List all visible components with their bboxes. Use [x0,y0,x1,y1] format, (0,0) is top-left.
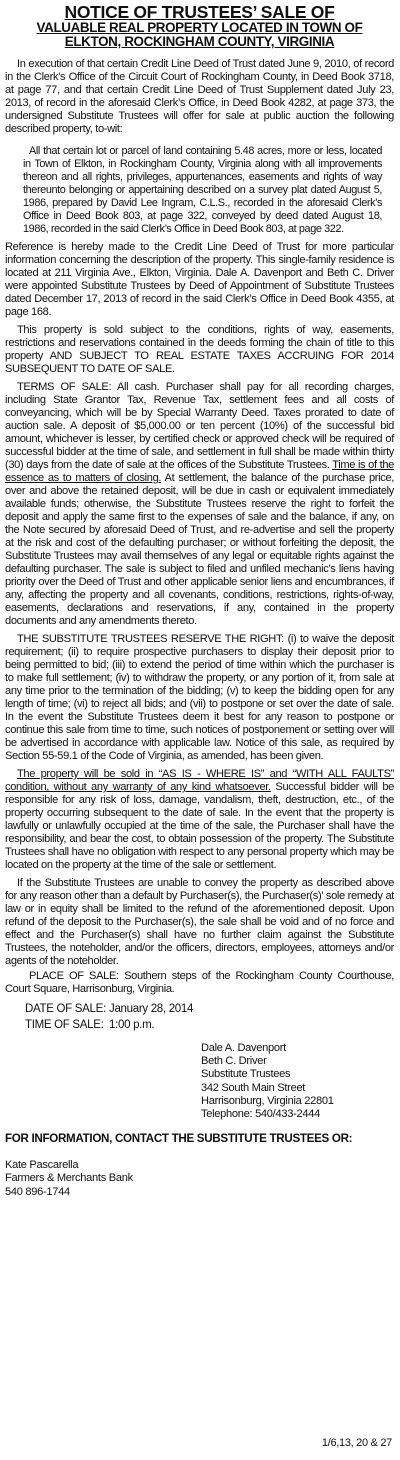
subject-to-paragraph: This property is sold subject to the conditions, rights of way, easements, restrictions and reservations contained in the deeds forming the chain of title to this property AND SUBJECT TO REAL ESTATE TAXES ACCRUING FOR 2014 SUBSEQUENT TO DATE OF SALE. [5,324,394,375]
unable-to-convey-paragraph: If the Substitute Trustees are unable to convey the property as described above for any reason other than a default by Purchaser(s), the Purchaser(s)’ sole remedy at law or in equity shall be limited to the refund of the aforementioned deposit. Upon refund of the deposit to the Purchaser(s), the sale shall be void and of no force and effect and the Purchaser(s) shall have no further claim against the Substitute Trustees, the noteholder, and/or the officers, directors, employees, attorneys and/or agents of the noteholder. [5,877,394,967]
as-is-paragraph [5,768,394,872]
time-of-sale-value: 1:00 p.m. [109,1019,155,1031]
time-of-sale-row [5,1017,394,1033]
notice-title: NOTICE OF TRUSTEES’ SALE OF [64,2,335,22]
notice-subtitle-line-1: VALUABLE REAL PROPERTY LOCATED IN TOWN OF [36,20,363,35]
contact-block [5,1159,394,1199]
place-of-sale-paragraph: PLACE OF SALE: Southern steps of the Rockingham County Courthouse, Court Square, Harrisonburg, Virginia. [5,970,394,995]
execution-paragraph: In execution of that certain Credit Line Deed of Trust dated June 9, 2010, of record in the Clerk’s Office of the Circuit Court of Rockingham County, in Deed Book 3718, at page 77, and that certain Credit Line Deed of Trust Supplement dated July 23, 2013, of record in the aforesaid Clerk’s Office, in Deed Book 4282, at page 373, the undersigned Substitute Trustees will offer for sale at public auction the following described property, to-wit: [5,58,394,135]
terms-of-sale-paragraph [5,381,394,628]
contact-line: Farmers & Merchants Bank [5,1172,133,1185]
reference-paragraph: Reference is hereby made to the Credit Line Deed of Trust for more particular information concerning the description of the property. This single-family residence is located at 211 Virginia Ave., Elkton, Virginia. Dale A. Davenport and Beth C. Driver were appointed Substitute Trustees by Deed of Appointment of Substitute Trustees dated December 17, 2013 of record in the said Clerk’s Office in Deed Book 4355, at page 168. [5,241,394,318]
contact-line: Kate Pascarella [5,1159,79,1172]
reserve-right-paragraph: THE SUBSTITUTE TRUSTEES RESERVE THE RIGHT: (i) to waive the deposit requirement; (ii) to require prospective purchasers to display their deposit prior to being permitted to bid; (iii) to extend the period of time within which the purchaser is to make full settlement; (iv) to withdraw the property, or any portion of it, from sale at any time prior to the termination of the bidding; (v) to keep the bidding open for any length of time; (vi) to reject all bids; and (vii) to postpone or set over the date of sale. In the event the Substitute Trustees deem it best for any reason to postpone or continue this sale from time to time, such notices of postponement or setting over will be advertised in accordance with applicable law. Notice of this sale, as required by Section 55-59.1 of the Code of Virginia, as amended, has been given. [5,633,394,762]
time-of-essence-text: Time is of the essence as to matters of closing. [5,459,394,484]
notice-subtitle-line-2: ELKTON, ROCKINGHAM COUNTY, VIRGINIA [64,34,335,49]
legal-description-paragraph: All that certain lot or parcel of land containing 5.48 acres, more or less, located in Town of Elkton, in Rockingham County, Virginia along with all improvements thereon and all rights, privileges, appurtenances, easements and rights of way thereunto belonging or appertaining described on a survey plat dated August 5, 1986, prepared by David Lee Ingram, C.L.S., recorded in the aforesaid Clerk’s Office in Deed Book 803, at page 322, conveyed by deed dated August 18, 1986, recorded in the said Clerk’s Office in Deed Book 803, at page 322. [23,145,382,235]
signature-line: Telephone: 540/433-2444 [201,1108,320,1121]
signature-line: Beth C. Driver [201,1055,267,1068]
contact-line: 540 896-1744 [5,1185,70,1198]
date-of-sale-value: January 28, 2014 [109,1003,194,1015]
signature-line: Harrisonburg, Virginia 22801 [201,1094,334,1107]
trustee-signature-block [5,1042,394,1121]
as-is-continued: Successful bidder will be responsible for any risk of loss, damage, vandalism, theft, destruction, etc., of the property occurring subsequent to the date of sale. In the event that the property is lawfully or unlawfully occupied at the time of the sale, the Purchaser shall have the responsibility, and bear the cost, to obtain possession of the property. The Substitute Trustees shall have no obligation with respect to any personal property which may be located on the property at the time of the sale or settlement. [5,781,394,871]
publication-dates: 1/6,13, 20 & 27 [321,1437,392,1449]
signature-line: Substitute Trustees [201,1068,291,1081]
terms-of-sale-continued: At settlement, the balance of the purchase price, over and above the retained deposit, will be due in cash or equivalent immediately available funds; otherwise, the Substitute Trustees reserve the right to forfeit the deposit and apply the same first to the expenses of sale and the balance, if any, on the Note secured by aforesaid Deed of Trust, and re-advertise and sell the property at the risk and cost of the defaulting purchaser; or without forfeiting the deposit, the Substitute Trustees may avail themselves of any legal or equitable rights against the defaulting purchaser. The sale is subject to filed and unfiled mechanic’s liens having priority over the Deed of Trust and other applicable senior liens and encumbrances, if any, affecting the property and all covenants, conditions, restrictions, rights-of-way, easements, declarations and reservations, if any, contained in the property documents and any amendments thereto. [5,472,395,627]
date-of-sale-row [5,1001,394,1017]
date-of-sale-label: DATE OF SALE: [25,1003,106,1015]
contact-heading: FOR INFORMATION, CONTACT THE SUBSTITUTE TRUSTEES OR: [5,1132,353,1146]
time-of-sale-label: TIME OF SALE: [25,1019,104,1031]
signature-line: 342 South Main Street [201,1081,306,1094]
terms-of-sale-text: TERMS OF SALE: All cash. Purchaser shall pay for all recording charges, including State Grantor Tax, Revenue Tax, settlement fees and all costs of conveyancing, which will be by Special Warranty Deed. Taxes prorated to date of auction sale. A deposit of $5,000.00 or ten percent (10%) of the successful bid amount, whichever is lesser, by certified check or approved check will be required of successful bidder at the time of sale, and settlement in full shall be made within thirty (30) days from the date of sale at the offices of the Substitute Trustees. [5,381,394,471]
signature-line: Dale A. Davenport [201,1042,286,1054]
as-is-text: The property will be sold in “AS IS - WHERE IS” and “WITH ALL FAULTS” condition, without any warranty of any kind whatsoever. [5,768,394,793]
